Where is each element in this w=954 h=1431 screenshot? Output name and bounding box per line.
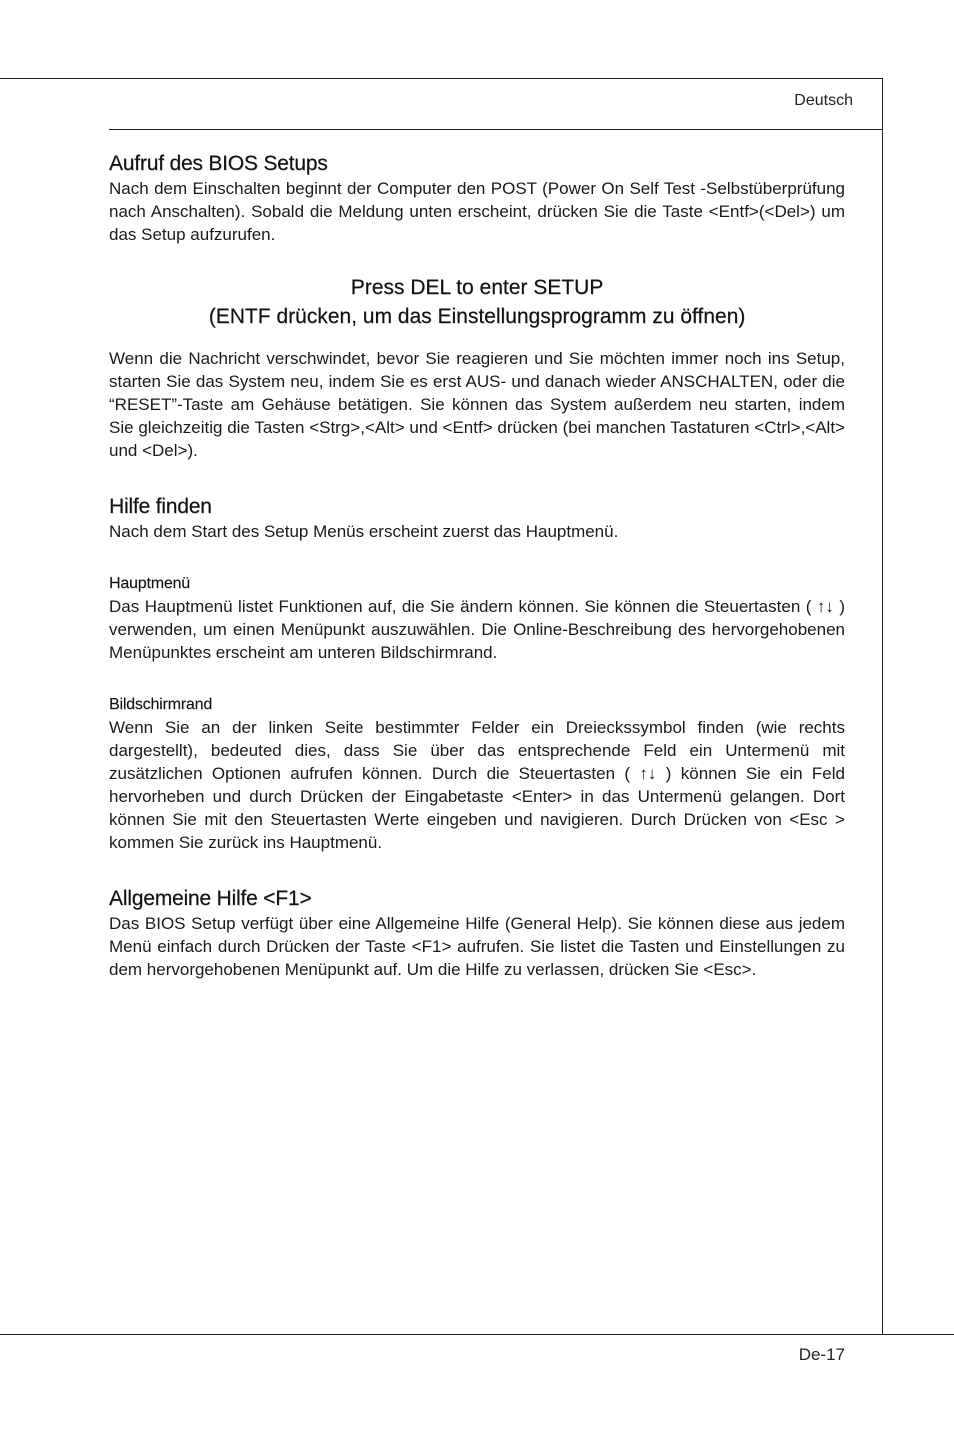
header-language: Deutsch <box>794 92 853 109</box>
section-title-allgemeine: Allgemeine Hilfe <F1> <box>109 887 312 910</box>
setup-prompt <box>109 273 845 331</box>
page-content <box>109 151 845 981</box>
header-underline <box>109 129 883 130</box>
section-title-aufruf: Aufruf des BIOS Setups <box>109 152 328 175</box>
paragraph-hauptmenue: Das Hauptmenü listet Funktionen auf, die Sie ändern können. Sie können die Steuertasten ( ↑↓ ) verwenden, um einen Menüpunkt auszuwählen. Die Online-Beschreibung des hervorgehobenen Menüpunktes erscheint am unteren Bildschirmrand. <box>109 597 845 662</box>
paragraph-bildschirmrand: Wenn Sie an der linken Seite bestimmter Felder ein Dreieckssymbol finden (wie rechts dargestellt), bedeuted dies, dass Sie über das entsprechende Feld ein Untermenü mit zusätzlichen Optionen aufrufen können. Durch die Steuertasten ( ↑↓ ) können Sie ein Feld hervorheben und durch Drücken der Eingabetaste <Enter> in das Untermenü gelangen. Dort können Sie mit den Steuertasten Werte eingeben und navigieren. Durch Drücken von <Esc > kommen Sie zurück ins Hauptmenü. <box>109 718 845 852</box>
subsection-title-bildschirmrand: Bildschirmrand <box>109 696 213 713</box>
bottom-rule <box>0 1334 954 1335</box>
setup-prompt-line2: (ENTF drücken, um das Einstellungsprogramm zu öffnen) <box>208 305 746 328</box>
paragraph-allgemeine: Das BIOS Setup verfügt über eine Allgemeine Hilfe (General Help). Sie können diese aus jedem Menü einfach durch Drücken der Taste <F1> aufrufen. Sie listet die Tasten und Einstellungen zu dem hervorgehobenen Menüpunkt auf. Um die Hilfe zu verlassen, drücken Sie <Esc>. <box>109 914 845 979</box>
paragraph-aufruf: Nach dem Einschalten beginnt der Computer den POST (Power On Self Test -Selbstüberprüfung nach Anschalten). Sobald die Meldung unten erscheint, drücken Sie die Taste <Entf>(<Del>) um das Setup aufzurufen. <box>109 179 845 244</box>
paragraph-restart: Wenn die Nachricht verschwindet, bevor Sie reagieren und Sie möchten immer noch ins Setup, starten Sie das System neu, indem Sie es erst AUS- und danach wieder ANSCHALTEN, oder die “RESET”-Taste am Gehäuse betätigen. Sie können das System außerdem neu starten, indem Sie gleichzeitig die Tasten <Strg>,<Alt> und <Entf> drücken (bei manchen Tastaturen <Ctrl>,<Alt> und <Del>). <box>109 349 845 460</box>
subsection-title-hauptmenue: Hauptmenü <box>109 575 190 592</box>
top-rule <box>0 78 883 79</box>
right-rule <box>882 78 883 1335</box>
paragraph-hilfe: Nach dem Start des Setup Menüs erscheint zuerst das Hauptmenü. <box>109 522 619 541</box>
section-title-hilfe: Hilfe finden <box>109 495 212 518</box>
setup-prompt-line1: Press DEL to enter SETUP <box>350 276 604 299</box>
page-number: De-17 <box>798 1345 845 1364</box>
